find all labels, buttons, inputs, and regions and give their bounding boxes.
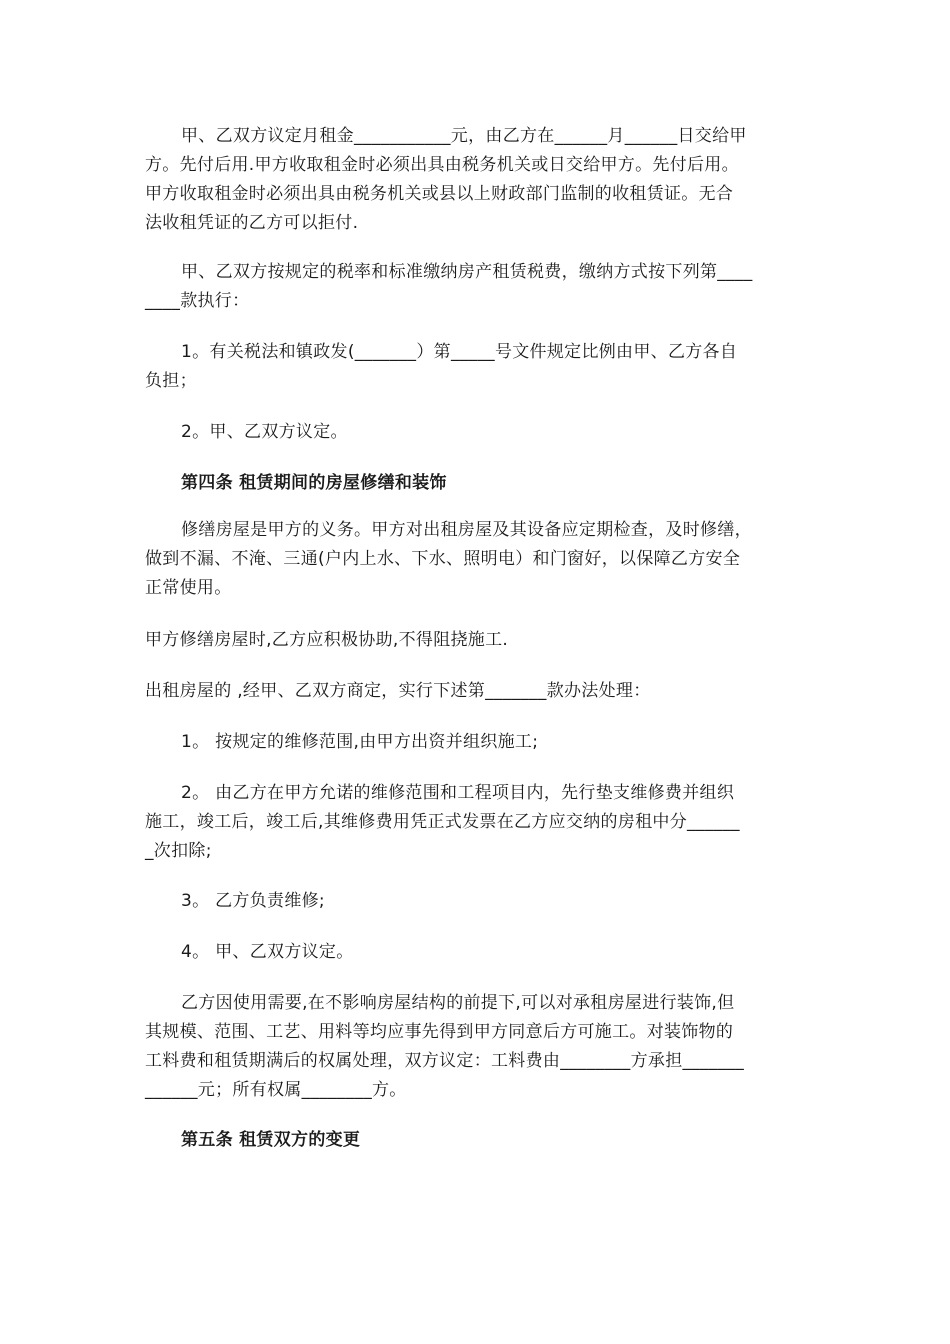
article-5-heading [145, 1126, 805, 1155]
paragraph-tax-payment [145, 258, 805, 316]
text-line: 甲、乙双方议定月租金___________元，由乙方在______月______日交给甲 [181, 126, 747, 146]
paragraph-decoration [145, 989, 805, 1105]
text-line: 2。甲、乙双方议定。 [181, 422, 348, 442]
section-heading: 第四条 租赁期间的房屋修缮和装饰 [181, 473, 447, 493]
text-line: 乙方因使用需要,在不影响房屋结构的前提下,可以对承租房屋进行装饰,但 [181, 993, 735, 1013]
text-line: 1。 按规定的维修范围,由甲方出资并组织施工; [181, 732, 539, 752]
text-line: 修缮房屋是甲方的义务。甲方对出租房屋及其设备应定期检查，及时修缮， [181, 520, 752, 540]
paragraph-repair-duty [145, 516, 805, 603]
text-line: 甲、乙双方按规定的税率和标准缴纳房产租赁税费，缴纳方式按下列第____ [181, 262, 753, 282]
paragraph-tax-option-1 [145, 338, 805, 396]
text-line: 工料费和租赁期满后的权属处理，双方议定：工料费由________方承担_______ [145, 1051, 745, 1071]
text-line: _次扣除; [145, 841, 212, 861]
text-line: 方。先付后用.甲方收取租金时必须出具由税务机关或日交给甲方。先付后用。 [145, 155, 739, 175]
paragraph-repair-option-1 [145, 728, 805, 757]
text-line: ______元；所有权属________方。 [145, 1080, 407, 1100]
text-line: 1。有关税法和镇政发(_______）第_____号文件规定比例由甲、乙方各自 [181, 342, 738, 362]
paragraph-repair-option-4 [145, 938, 805, 967]
section-heading: 第五条 租赁双方的变更 [181, 1130, 361, 1150]
paragraph-repair-cooperate [145, 626, 805, 655]
paragraph-repair-option-3 [145, 887, 805, 916]
article-4-heading [145, 469, 805, 498]
text-line: 甲方修缮房屋时,乙方应积极协助,不得阻挠施工. [145, 630, 509, 650]
text-line: 做到不漏、不淹、三通(户内上水、下水、照明电）和门窗好，以保障乙方安全 [145, 549, 741, 569]
text-line: ____款执行： [145, 291, 250, 311]
text-line: 法收租凭证的乙方可以拒付. [145, 213, 359, 233]
text-line: 负担； [145, 371, 197, 391]
text-line: 甲方收取租金时必须出具由税务机关或县以上财政部门监制的收租赁证。无合 [145, 184, 734, 204]
text-line: 出租房屋的 ,经甲、乙双方商定，实行下述第_______款办法处理： [145, 681, 651, 701]
paragraph-repair-option-2 [145, 779, 805, 866]
paragraph-tax-option-2 [145, 418, 805, 447]
paragraph-rent-payment [145, 122, 805, 238]
text-line: 正常使用。 [145, 578, 232, 598]
text-line: 2。 由乙方在甲方允诺的维修范围和工程项目内，先行垫支维修费并组织 [181, 783, 735, 803]
text-line: 其规模、范围、工艺、用料等均应事先得到甲方同意后方可施工。对装饰物的 [145, 1022, 734, 1042]
paragraph-repair-method [145, 677, 805, 706]
text-line: 施工，竣工后，竣工后,其维修费用凭正式发票在乙方应交纳的房租中分______ [145, 812, 740, 832]
text-line: 4。 甲、乙双方议定。 [181, 942, 354, 962]
text-line: 3。 乙方负责维修; [181, 891, 325, 911]
